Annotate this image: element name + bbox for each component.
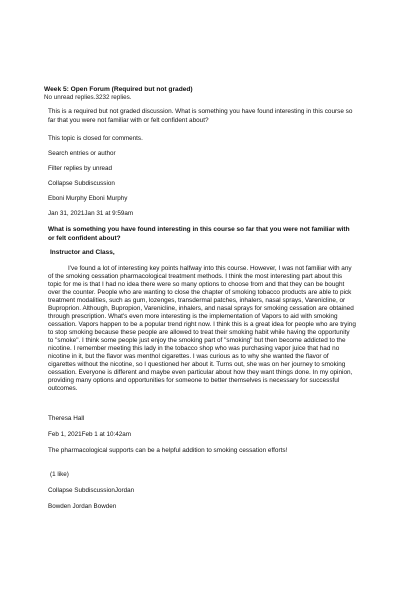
reply-count: No unread replies.3232 replies. bbox=[44, 94, 132, 101]
reply-body: The pharmacological supports can be a helpful addition to smoking cessation efforts! bbox=[48, 447, 288, 455]
collapse-subdiscussion-button[interactable]: Collapse Subdiscussion bbox=[48, 180, 115, 188]
next-reply-author[interactable]: Bowden Jordan Bowden bbox=[48, 503, 117, 511]
like-count[interactable]: (1 like) bbox=[50, 471, 69, 479]
post-question: What is something you have found interesting in this course so far that you were not familiar with or felt confident about? bbox=[48, 226, 350, 243]
discussion-prompt: This is a required but not graded discussion. What is something you have found interesting in this course so far that you were not familiar with or felt confident about? bbox=[48, 108, 353, 124]
search-input[interactable]: Search entries or author bbox=[48, 150, 116, 158]
post-greeting: Instructor and Class, bbox=[50, 249, 115, 257]
reply-date: Feb 1, 2021Feb 1 at 10:42am bbox=[48, 431, 131, 439]
topic-title: Week 5: Open Forum (Required but not graded) bbox=[44, 86, 193, 93]
filter-unread-toggle[interactable]: Filter replies by unread bbox=[48, 165, 113, 173]
closed-notice: This topic is closed for comments. bbox=[48, 135, 143, 143]
reply-author[interactable]: Theresa Hall bbox=[48, 415, 85, 423]
collapse-subdiscussion-reply-button[interactable]: Collapse SubdiscussionJordan bbox=[48, 487, 135, 495]
post-body: I've found a lot of interesting key points halfway into this course. However, I was not familiar with any of the smoking cessation pharmacological treatment methods. I think the most interesting part about this topic for me is that I had no idea there were so many options to choose from and that they can be bought over the counter. People who are wanting to close the chapter of smoking tobacco products are able to pick treatment modalities, such as gum, lozenges, transdermal patches, inhalers, nasal sprays, Varenicline, or Buproprion. Although, Bupropion, Varenicline, inhalers, and nasal sprays for smoking cessation are obtained through prescription. What's even more interesting is the implementation of Vapors to aid with smoking cessation. Vapors happen to be a popular trend right now. I think this is a great idea for people who are trying to stop smoking because these people are allowed to treat their smoking habit while having the opportunity to "smoke". I think some people just enjoy the smoking part of "smoking" but then become addicted to the nicotine. I remember meeting this lady in the tobacco shop who was purchasing vapor juice that had no nicotine in it, but the flavor was menthol cigarettes. I was curious as to why she wanted the flavor of cigarettes without the nicotine, so I questioned her about it. Turns out, she was on her journey to smoking cessation. Everyone is different and maybe even particular about how they want things done. In my opinion, providing many options and opportunities for someone to better themselves is necessary for successful outcomes. bbox=[48, 265, 356, 393]
post-author[interactable]: Eboni Murphy Eboni Murphy bbox=[48, 195, 128, 203]
post-date: Jan 31, 2021Jan 31 at 9:59am bbox=[48, 210, 134, 218]
